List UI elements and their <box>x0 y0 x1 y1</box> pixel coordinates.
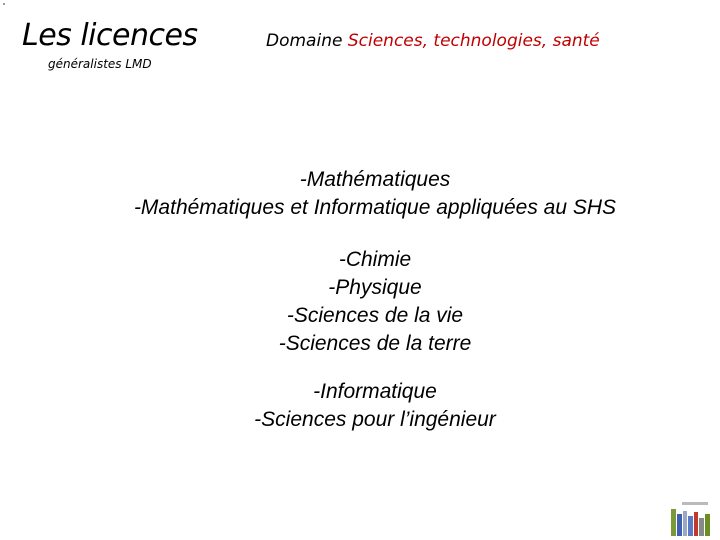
licence-group-engineering <box>0 378 720 434</box>
corner-marker <box>3 3 5 5</box>
licence-item: -Mathématiques <box>299 168 451 191</box>
licence-item: -Sciences pour l’ingénieur <box>254 408 496 431</box>
domain-name: Sciences, technologies, santé <box>347 31 600 51</box>
logo-thumbnail-icon <box>670 500 712 536</box>
licence-item: -Chimie <box>338 248 412 271</box>
licence-item: -Informatique <box>313 380 437 403</box>
licence-item: -Physique <box>328 276 422 299</box>
domain-heading <box>266 31 600 51</box>
licence-item: -Sciences de la terre <box>278 332 472 355</box>
licence-group-math <box>0 166 720 222</box>
domain-prefix: Domaine <box>266 31 348 51</box>
licence-item: -Mathématiques et Informatique appliquées au SHS <box>133 196 617 219</box>
page-subtitle: généralistes LMD <box>48 57 152 71</box>
page-title: Les licences <box>22 18 198 53</box>
licence-item: -Sciences de la vie <box>286 304 464 327</box>
licence-group-sciences <box>0 246 720 358</box>
